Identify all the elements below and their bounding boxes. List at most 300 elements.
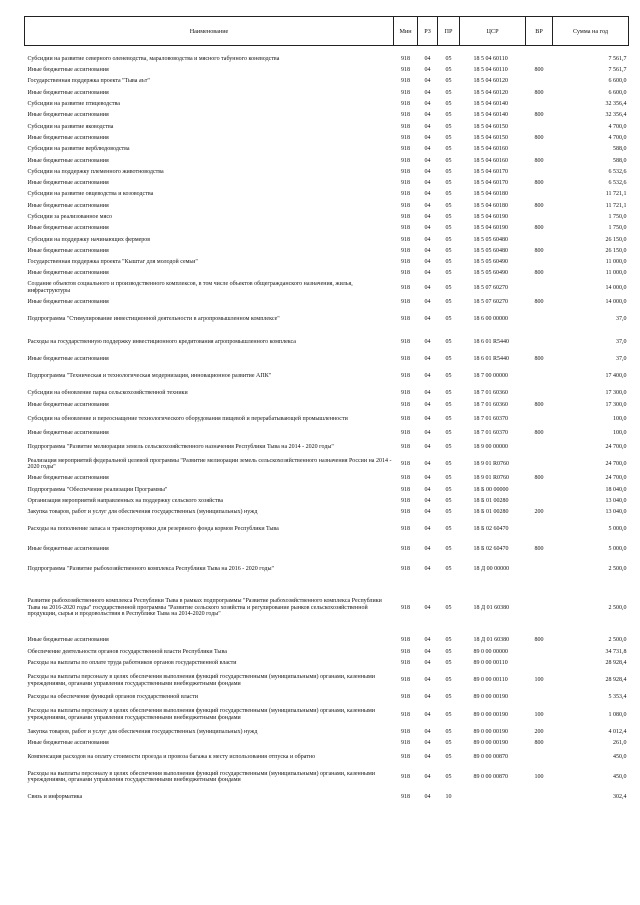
row-rz: 04 <box>424 67 431 74</box>
row-csr: 89 0 00 00110 <box>473 660 508 667</box>
row-vr <box>526 558 553 581</box>
row-sum: 17 400,0 <box>605 373 627 380</box>
row-min: 918 <box>401 444 410 451</box>
table-row <box>25 121 629 132</box>
row-sum: 26 150,0 <box>605 247 627 254</box>
row-rz: 04 <box>424 146 431 153</box>
row-rz: 04 <box>424 415 431 422</box>
row-sum: 5 353,4 <box>608 694 627 701</box>
table-row <box>25 65 629 76</box>
row-pr: 05 <box>445 497 452 504</box>
table-row <box>25 223 629 234</box>
row-name: Субсидии на развитие яководства <box>27 123 114 130</box>
row-rz: 04 <box>424 157 431 164</box>
row-rz: 04 <box>424 101 431 108</box>
row-min: 918 <box>401 739 410 746</box>
row-rz: 04 <box>424 390 431 397</box>
table-row <box>25 496 629 507</box>
row-rz: 04 <box>424 55 431 62</box>
row-vr <box>526 189 553 200</box>
table-row <box>25 789 629 806</box>
row-sum: 28 928,4 <box>605 677 627 684</box>
row-name: Организация мероприятий направленных на поддержку сельского хозяйства <box>27 497 223 504</box>
row-csr: 89 0 00 00870 <box>473 754 508 761</box>
row-pr: 05 <box>445 390 452 397</box>
row-csr: 18 6 00 00000 <box>473 315 508 322</box>
table-row <box>25 669 629 692</box>
row-name: Иные бюджетные ассигнования <box>27 270 109 277</box>
row-min: 918 <box>401 475 410 482</box>
row-vr <box>526 166 553 177</box>
header-min: Мин <box>394 17 418 46</box>
row-csr: 18 Б 02 60470 <box>473 546 509 553</box>
row-sum: 1 750,0 <box>608 214 627 220</box>
row-min: 918 <box>401 373 410 380</box>
row-pr: 05 <box>445 728 452 735</box>
row-pr: 05 <box>445 236 452 243</box>
row-pr: 05 <box>445 637 452 644</box>
row-min: 918 <box>401 146 410 153</box>
table-row <box>25 766 629 789</box>
row-name: Расходы на выплаты персоналу в целях обеспечения выполнения функций государственными (муниципальными) органами, казенными учреждениями, органами управления государственными внебюджетными фондами <box>27 770 375 784</box>
row-vr: 800 <box>534 298 544 305</box>
row-rz: 04 <box>424 694 431 701</box>
row-rz: 04 <box>424 526 431 533</box>
row-csr: 89 0 00 00110 <box>473 677 508 684</box>
row-vr: 200 <box>534 728 544 735</box>
table-row <box>25 581 629 635</box>
row-vr <box>526 365 553 388</box>
row-sum: 37,0 <box>616 338 627 345</box>
row-pr: 05 <box>445 444 452 451</box>
row-name: Иные бюджетные ассигнования <box>27 637 109 644</box>
row-sum: 7 561,7 <box>608 67 627 74</box>
row-sum: 588,0 <box>613 157 627 164</box>
row-name: Иные бюджетные ассигнования <box>27 429 109 436</box>
row-pr: 05 <box>445 677 452 684</box>
row-rz: 04 <box>424 739 431 746</box>
row-pr: 05 <box>445 284 452 291</box>
row-min: 918 <box>401 214 410 220</box>
row-vr <box>526 518 553 541</box>
row-rz: 04 <box>424 794 431 801</box>
row-csr: 89 0 00 00870 <box>473 774 508 781</box>
table-row <box>25 279 629 296</box>
row-pr: 05 <box>445 754 452 761</box>
table-row <box>25 541 629 558</box>
row-rz: 04 <box>424 754 431 761</box>
row-sum: 2 500,0 <box>608 637 627 644</box>
row-min: 918 <box>401 711 410 718</box>
row-sum: 6 532,6 <box>608 168 627 175</box>
row-vr <box>526 646 553 657</box>
row-sum: 4 700,0 <box>608 123 627 130</box>
row-sum: 24 700,0 <box>605 444 627 451</box>
row-rz: 04 <box>424 429 431 436</box>
row-vr <box>526 234 553 245</box>
row-min: 918 <box>401 461 410 468</box>
row-min: 918 <box>401 123 410 130</box>
row-rz: 04 <box>424 677 431 684</box>
row-csr: 89 0 00 00190 <box>473 711 508 718</box>
row-min: 918 <box>401 259 410 266</box>
row-sum: 32 356,4 <box>605 101 627 108</box>
table-header <box>25 17 629 46</box>
row-vr <box>526 331 553 354</box>
row-csr: 18 9 01 R0760 <box>473 475 510 482</box>
table-row <box>25 365 629 388</box>
row-csr: 18 9 00 00000 <box>473 444 508 451</box>
row-csr: 18 6 01 R5440 <box>473 338 510 345</box>
table-row <box>25 246 629 257</box>
row-min: 918 <box>401 660 410 667</box>
row-min: 918 <box>401 390 410 397</box>
row-name: Субсидии на развитие птицеводства <box>27 101 120 108</box>
row-vr: 800 <box>534 134 544 141</box>
row-pr: 05 <box>445 101 452 108</box>
row-min: 918 <box>401 546 410 553</box>
row-csr: 18 5 04 60190 <box>473 225 508 232</box>
row-sum: 28 928,4 <box>605 660 627 667</box>
row-sum: 1 080,0 <box>608 711 627 718</box>
row-rz: 04 <box>424 112 431 119</box>
row-min: 918 <box>401 55 410 62</box>
row-rz: 04 <box>424 461 431 468</box>
row-sum: 24 700,0 <box>605 475 627 482</box>
row-min: 918 <box>401 191 410 198</box>
row-name: Иные бюджетные ассигнования <box>27 134 109 141</box>
row-pr: 05 <box>445 648 452 655</box>
row-sum: 24 700,0 <box>605 461 627 468</box>
row-name: Государственная поддержка проекта "Кыштаг для молодой семьи" <box>27 259 198 266</box>
row-pr: 10 <box>445 794 452 801</box>
row-pr: 05 <box>445 134 452 141</box>
row-min: 918 <box>401 134 410 141</box>
row-sum: 2 500,0 <box>608 566 627 573</box>
row-name: Подпрограмма "Обеспечение реализации Программы" <box>27 486 168 493</box>
row-csr <box>460 789 526 806</box>
row-min: 918 <box>401 247 410 254</box>
row-min: 918 <box>401 754 410 761</box>
row-name: Иные бюджетные ассигнования <box>27 401 109 408</box>
row-name: Подпрограмма "Техническая и технологическая модернизация, инновационное развитие АПК" <box>27 373 272 380</box>
row-vr: 800 <box>534 180 544 187</box>
row-pr: 05 <box>445 415 452 422</box>
row-sum: 6 600,0 <box>608 78 627 85</box>
row-pr: 05 <box>445 67 452 74</box>
row-sum: 18 040,0 <box>605 486 627 493</box>
row-csr: 18 5 04 60180 <box>473 202 508 209</box>
row-sum: 100,0 <box>613 429 627 436</box>
row-name: Создание объектов социального и производственного комплексов, в том числе объектов общегражданского назначения, жилья, инфраструктуры <box>27 281 353 294</box>
row-sum: 17 300,0 <box>605 401 627 408</box>
header-name: Наименование <box>25 17 394 46</box>
table-row <box>25 692 629 703</box>
row-min: 918 <box>401 270 410 277</box>
row-name: Расходы на обеспечение функций органов государственной власти <box>27 694 198 701</box>
row-sum: 5 000,0 <box>608 546 627 553</box>
row-min: 918 <box>401 356 410 363</box>
row-sum: 588,0 <box>613 146 627 153</box>
table-row <box>25 308 629 331</box>
header-rz: РЗ <box>418 17 438 46</box>
row-sum: 302,4 <box>613 794 627 801</box>
row-csr: 18 7 00 00000 <box>473 373 508 380</box>
row-name: Иные бюджетные ассигнования <box>27 356 109 363</box>
row-min: 918 <box>401 509 410 516</box>
row-vr <box>526 789 553 806</box>
row-name: Реализация мероприятий федеральной целевой программы "Развитие мелиорации земель сельскохозяйственного назначения России на 2014 - 2020 годы" <box>27 457 392 471</box>
row-pr: 05 <box>445 315 452 322</box>
row-pr: 05 <box>445 660 452 667</box>
row-pr: 05 <box>445 694 452 701</box>
row-vr: 800 <box>534 637 544 644</box>
row-sum: 2 500,0 <box>608 604 627 611</box>
table-row <box>25 738 629 749</box>
row-sum: 11 721,1 <box>605 202 627 209</box>
row-name: Закупка товаров, работ и услуг для обеспечения государственных (муниципальных) нужд <box>27 509 258 516</box>
row-pr: 05 <box>445 429 452 436</box>
row-name: Развитие рыбохозяйственного комплекса Республики Тыва в рамках подпрограммы "Развитие рыбохозяйственного комплекса Республики Тыва на 2016-2020 годы" государственной программы "Развитие сельского хозяйства и регулирование рынков сельскохозяйственной продукции, сырья и продовольствия в Республике Тыва на 2014-2020 годы" <box>27 598 382 618</box>
row-vr <box>526 411 553 428</box>
row-rz: 04 <box>424 497 431 504</box>
table-row <box>25 558 629 581</box>
row-csr: 18 5 04 60120 <box>473 78 508 85</box>
row-vr: 100 <box>534 677 544 684</box>
row-vr: 800 <box>534 67 544 74</box>
row-csr: 18 5 07 60270 <box>473 284 508 291</box>
row-csr: 18 5 04 60110 <box>473 67 508 74</box>
row-vr: 800 <box>534 89 544 96</box>
row-vr: 100 <box>534 711 544 718</box>
row-rz: 04 <box>424 475 431 482</box>
row-vr <box>526 144 553 155</box>
row-rz: 04 <box>424 546 431 553</box>
row-name: Расходы на выплаты персоналу в целях обеспечения выполнения функций государственными (муниципальными) органами, казенными учреждениями, органами управления государственными внебюджетными фондами <box>27 708 375 721</box>
row-vr: 800 <box>534 429 544 436</box>
header-pr: ПР <box>438 17 460 46</box>
row-rz: 04 <box>424 134 431 141</box>
row-pr: 05 <box>445 112 452 119</box>
row-min: 918 <box>401 298 410 305</box>
row-name: Субсидии на развитие овцеводства и козоводства <box>27 191 154 198</box>
row-csr: 18 5 07 60270 <box>473 298 508 305</box>
row-name: Подпрограмма "Развитие мелиорации земель сельскохозяйственного назначения Республики Тыва на 2014 - 2020 годы" <box>27 444 334 451</box>
row-pr: 05 <box>445 604 452 611</box>
row-csr: 18 5 04 60160 <box>473 146 508 153</box>
row-pr: 05 <box>445 225 452 232</box>
row-csr: 18 6 01 R5440 <box>473 356 510 363</box>
row-vr <box>526 456 553 473</box>
row-pr: 05 <box>445 78 452 85</box>
row-rz: 04 <box>424 660 431 667</box>
table-row <box>25 635 629 646</box>
table-row <box>25 658 629 669</box>
row-name: Субсидии на развитие северного оленеводства, маралововодства и мясного табунного коневодства <box>27 55 280 62</box>
table-row <box>25 484 629 495</box>
table-row <box>25 257 629 268</box>
row-csr: 18 5 05 60490 <box>473 270 508 277</box>
row-min: 918 <box>401 774 410 781</box>
table-row <box>25 726 629 737</box>
row-name: Подпрограмма "Стимулирование инвестиционной деятельности в агропромышленном комплексе" <box>27 315 280 322</box>
row-csr: 18 5 04 60190 <box>473 214 508 220</box>
table-row <box>25 703 629 726</box>
row-min: 918 <box>401 78 410 85</box>
row-csr: 18 5 04 60150 <box>473 134 508 141</box>
row-pr: 05 <box>445 180 452 187</box>
row-csr: 18 7 01 60360 <box>473 401 508 408</box>
row-pr: 05 <box>445 461 452 468</box>
row-rz: 04 <box>424 298 431 305</box>
row-vr: 200 <box>534 509 544 516</box>
row-pr: 05 <box>445 191 452 198</box>
row-csr: 18 5 04 60150 <box>473 123 508 130</box>
row-name: Иные бюджетные ассигнования <box>27 225 109 232</box>
row-sum: 34 731,8 <box>605 648 627 655</box>
row-rz: 04 <box>424 648 431 655</box>
row-min: 918 <box>401 157 410 164</box>
row-min: 918 <box>401 794 410 801</box>
row-vr <box>526 439 553 456</box>
row-name: Иные бюджетные ассигнования <box>27 89 109 96</box>
row-csr: 89 0 00 00190 <box>473 728 508 735</box>
table-row <box>25 155 629 166</box>
row-name: Иные бюджетные ассигнования <box>27 739 109 746</box>
row-name: Иные бюджетные ассигнования <box>27 67 109 74</box>
row-pr: 05 <box>445 566 452 573</box>
row-name: Иные бюджетные ассигнования <box>27 546 109 553</box>
row-sum: 13 040,0 <box>605 497 627 504</box>
row-csr: 18 Д 01 60380 <box>473 604 510 611</box>
row-rz: 04 <box>424 315 431 322</box>
row-pr: 05 <box>445 546 452 553</box>
row-rz: 04 <box>424 444 431 451</box>
table-row <box>25 110 629 121</box>
row-sum: 11 000,0 <box>605 270 627 277</box>
row-name: Субсидии на поддержку племенного животноводства <box>27 168 164 175</box>
row-name: Закупка товаров, работ и услуг для обеспечения государственных (муниципальных) нужд <box>27 728 258 735</box>
row-name: Иные бюджетные ассигнования <box>27 475 109 482</box>
row-csr: 89 0 00 00000 <box>473 648 508 655</box>
row-rz: 04 <box>424 728 431 735</box>
row-min: 918 <box>401 604 410 611</box>
row-vr: 800 <box>534 225 544 232</box>
table-row <box>25 411 629 428</box>
row-name: Расходы на выплаты персоналу в целях обеспечения выполнения функций государственными (муниципальными) органами, казенными учреждениями, органами управления государственными внебюджетными фондами <box>27 673 375 687</box>
row-sum: 4 700,0 <box>608 134 627 141</box>
table-row <box>25 354 629 365</box>
row-name: Иные бюджетные ассигнования <box>27 157 109 164</box>
row-pr: 05 <box>445 338 452 345</box>
row-name: Расходы на государственную поддержку инвестиционного кредитования агропромышленного комплекса <box>27 338 296 345</box>
row-csr: 18 Б 01 00280 <box>473 497 509 504</box>
row-vr: 800 <box>534 202 544 209</box>
header-csr: ЦСР <box>460 17 526 46</box>
row-vr <box>526 496 553 507</box>
row-name: Государственная поддержка проекта "Тыва аът" <box>27 78 150 85</box>
row-vr <box>526 749 553 766</box>
row-min: 918 <box>401 648 410 655</box>
row-rz: 04 <box>424 284 431 291</box>
row-pr: 05 <box>445 270 452 277</box>
row-min: 918 <box>401 315 410 322</box>
row-sum: 17 300,0 <box>605 390 627 397</box>
row-rz: 04 <box>424 78 431 85</box>
row-min: 918 <box>401 180 410 187</box>
row-csr: 18 5 04 60140 <box>473 112 508 119</box>
row-sum: 4 012,4 <box>608 728 627 735</box>
row-vr <box>526 54 553 65</box>
row-pr: 05 <box>445 298 452 305</box>
row-min: 918 <box>401 338 410 345</box>
row-name: Расходы на пополнение запаса и транспортировки для резервного фонда кормов Республики Тыва <box>27 526 279 533</box>
row-csr: 18 5 04 60140 <box>473 101 508 108</box>
table-row <box>25 212 629 223</box>
row-vr <box>526 76 553 87</box>
row-csr: 18 5 05 60490 <box>473 259 508 266</box>
table-row <box>25 178 629 189</box>
row-rz: 04 <box>424 486 431 493</box>
row-vr <box>526 388 553 399</box>
row-vr: 100 <box>534 774 544 781</box>
row-csr: 18 Б 00 00000 <box>473 486 509 493</box>
row-rz: 04 <box>424 191 431 198</box>
table-row <box>25 166 629 177</box>
table-row <box>25 428 629 439</box>
row-csr: 18 5 04 60170 <box>473 180 508 187</box>
budget-table <box>24 16 629 806</box>
row-rz: 04 <box>424 373 431 380</box>
row-vr: 800 <box>534 475 544 482</box>
row-csr: 18 5 04 60180 <box>473 191 508 198</box>
row-vr <box>526 212 553 223</box>
row-pr: 05 <box>445 157 452 164</box>
row-rz: 04 <box>424 247 431 254</box>
row-rz: 04 <box>424 356 431 363</box>
row-pr: 05 <box>445 168 452 175</box>
row-vr: 800 <box>534 157 544 164</box>
row-name: Иные бюджетные ассигнования <box>27 112 109 119</box>
row-min: 918 <box>401 112 410 119</box>
row-vr <box>526 279 553 296</box>
row-rz: 04 <box>424 225 431 232</box>
row-sum: 26 150,0 <box>605 236 627 243</box>
row-sum: 37,0 <box>616 356 627 363</box>
row-name: Иные бюджетные ассигнования <box>27 298 109 305</box>
table-row <box>25 189 629 200</box>
row-sum: 13 040,0 <box>605 509 627 516</box>
row-name: Иные бюджетные ассигнования <box>27 247 109 254</box>
row-min: 918 <box>401 202 410 209</box>
row-rz: 04 <box>424 774 431 781</box>
row-csr: 18 5 05 60480 <box>473 247 508 254</box>
row-pr: 05 <box>445 214 452 220</box>
row-pr: 05 <box>445 526 452 533</box>
table-body <box>25 46 629 806</box>
row-name: Подпрограмма "Развитие рыбохозяйственного комплекса Республики Тыва на 2016 - 2020 годы" <box>27 566 274 573</box>
table-row <box>25 234 629 245</box>
row-pr: 05 <box>445 356 452 363</box>
row-rz: 04 <box>424 604 431 611</box>
table-row <box>25 296 629 307</box>
row-name: Иные бюджетные ассигнования <box>27 180 109 187</box>
row-pr: 05 <box>445 711 452 718</box>
row-sum: 7 561,7 <box>608 55 627 62</box>
row-vr <box>526 484 553 495</box>
row-min: 918 <box>401 694 410 701</box>
table-row <box>25 87 629 98</box>
